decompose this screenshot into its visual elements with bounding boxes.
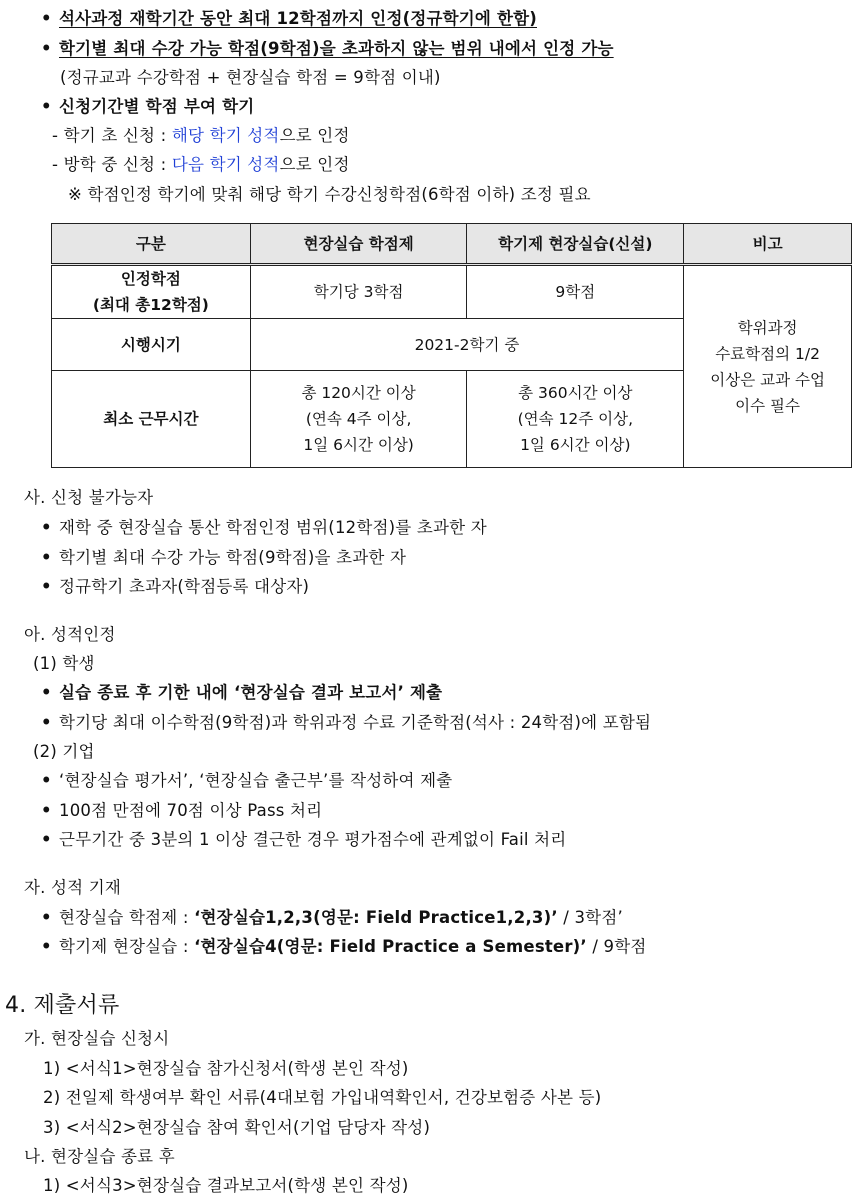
list-item: • 학기별 최대 수강 가능 학점(9학점)을 초과한 자: [59, 547, 406, 569]
cell-line: 1일 6시간 이상): [520, 436, 631, 454]
cell-line: 이수 필수: [735, 396, 800, 415]
grant-semester-start: [52, 125, 350, 147]
item-prefix: 현장실습 학점제 :: [59, 908, 195, 927]
item-course-name: ‘현장실습1,2,3(영문: Field Practice1,2,3)’: [194, 908, 558, 927]
list-item: • 실습 종료 후 기한 내에 ‘현장실습 결과 보고서’ 제출: [59, 682, 442, 704]
item-suffix: / 9학점: [586, 937, 647, 956]
section-ja-heading: 자. 성적 기재: [24, 878, 122, 897]
cell-line: 이상은 교과 수업: [710, 370, 825, 389]
cell-line: 인정학점: [120, 270, 181, 288]
list-item: • ‘현장실습 평가서’, ‘현장실습 출근부’를 작성하여 제출: [59, 770, 452, 792]
list-item: • 재학 중 현장실습 통산 학점인정 범위(12학점)를 초과한 자: [59, 517, 487, 539]
sub-na-heading: 나. 현장실습 종료 후: [24, 1147, 175, 1166]
row-label-credit: [52, 265, 251, 319]
adjust-note: ※ 학점인정 학기에 맞춰 해당 학기 수강신청학점(6학점 이하) 조정 필요: [68, 185, 591, 204]
table-cell: [467, 371, 684, 468]
section-sa-heading: 사. 신청 불가능자: [24, 488, 154, 507]
vacation-suffix: 으로 인정: [279, 155, 350, 174]
table-cell: 학기당 3학점: [250, 265, 467, 319]
vacation-prefix: - 방학 중 신청 :: [52, 155, 172, 174]
list-item: [59, 936, 647, 958]
remark-cell: [684, 265, 852, 468]
sub-ga-heading: 가. 현장실습 신청시: [24, 1029, 170, 1048]
table-header-row: [52, 224, 852, 265]
table-row: [52, 265, 852, 319]
grant-semester-vacation: [52, 154, 350, 176]
cell-line: (연속 12주 이상,: [517, 410, 634, 428]
section-ah-heading: 아. 성적인정: [24, 625, 116, 644]
list-item: 3) <서식2>현장실습 참여 확인서(기업 담당자 작성): [43, 1118, 431, 1137]
item-prefix: 학기제 현장실습 :: [59, 937, 195, 956]
cell-line: 학위과정: [737, 318, 798, 337]
list-item: • 학기당 최대 이수학점(9학점)과 학위과정 수료 기준학점(석사 : 24학점)에 포함됨: [59, 712, 651, 734]
table-header: 구분: [52, 224, 251, 265]
start-highlight: 해당 학기 성적: [171, 126, 280, 145]
start-prefix: - 학기 초 신청 :: [52, 126, 172, 145]
start-suffix: 으로 인정: [279, 126, 350, 145]
row-label-period: 시행시기: [52, 319, 251, 371]
list-item: [59, 907, 623, 929]
list-item: 1) <서식3>현장실습 결과보고서(학생 본인 작성): [43, 1176, 409, 1195]
table-cell: [250, 371, 467, 468]
item-suffix: / 3학점’: [557, 908, 623, 927]
cell-line: 총 360시간 이상: [518, 384, 633, 402]
list-item: 2) 전일제 학생여부 확인 서류(4대보험 가입내역확인서, 건강보험증 사본 등): [43, 1088, 602, 1107]
item-course-name: ‘현장실습4(영문: Field Practice a Semester)’: [194, 937, 587, 956]
table-cell: 9학점: [467, 265, 684, 319]
list-item: • 100점 만점에 70점 이상 Pass 처리: [59, 800, 322, 822]
sub-student: (1) 학생: [33, 654, 95, 673]
table-header: 비고: [684, 224, 852, 265]
list-item: • 근무기간 중 3분의 1 이상 결근한 경우 평가점수에 관계없이 Fail 처리: [59, 829, 566, 851]
cell-line: 총 120시간 이상: [301, 384, 416, 402]
row-label-hours: 최소 근무시간: [52, 371, 251, 468]
cell-line: 1일 6시간 이상): [303, 436, 414, 454]
table-cell: 2021-2학기 중: [250, 319, 683, 371]
cell-line: (연속 4주 이상,: [305, 410, 412, 428]
list-item: 1) <서식1>현장실습 참가신청서(학생 본인 작성): [43, 1059, 409, 1078]
table-header: 현장실습 학점제: [250, 224, 467, 265]
vacation-highlight: 다음 학기 성적: [171, 155, 280, 174]
bullet-credit-limit: • 석사과정 재학기간 동안 최대 12학점까지 인정(정규학기에 한함): [59, 8, 537, 30]
bullet-semester-limit: • 학기별 최대 수강 가능 학점(9학점)을 초과하지 않는 범위 내에서 인정 가능: [59, 38, 614, 60]
cell-line: (최대 총12학점): [92, 296, 209, 314]
semester-limit-note: (정규교과 수강학점 + 현장실습 학점 = 9학점 이내): [60, 68, 441, 87]
table-header: 학기제 현장실습(신설): [467, 224, 684, 265]
list-item: • 정규학기 초과자(학점등록 대상자): [59, 576, 309, 598]
sub-company: (2) 기업: [33, 742, 95, 761]
credit-table: [51, 223, 852, 468]
section-4-heading: 4. 제출서류: [5, 993, 120, 1018]
bullet-grant-semester: • 신청기간별 학점 부여 학기: [59, 96, 254, 118]
cell-line: 수료학점의 1/2: [715, 344, 820, 363]
